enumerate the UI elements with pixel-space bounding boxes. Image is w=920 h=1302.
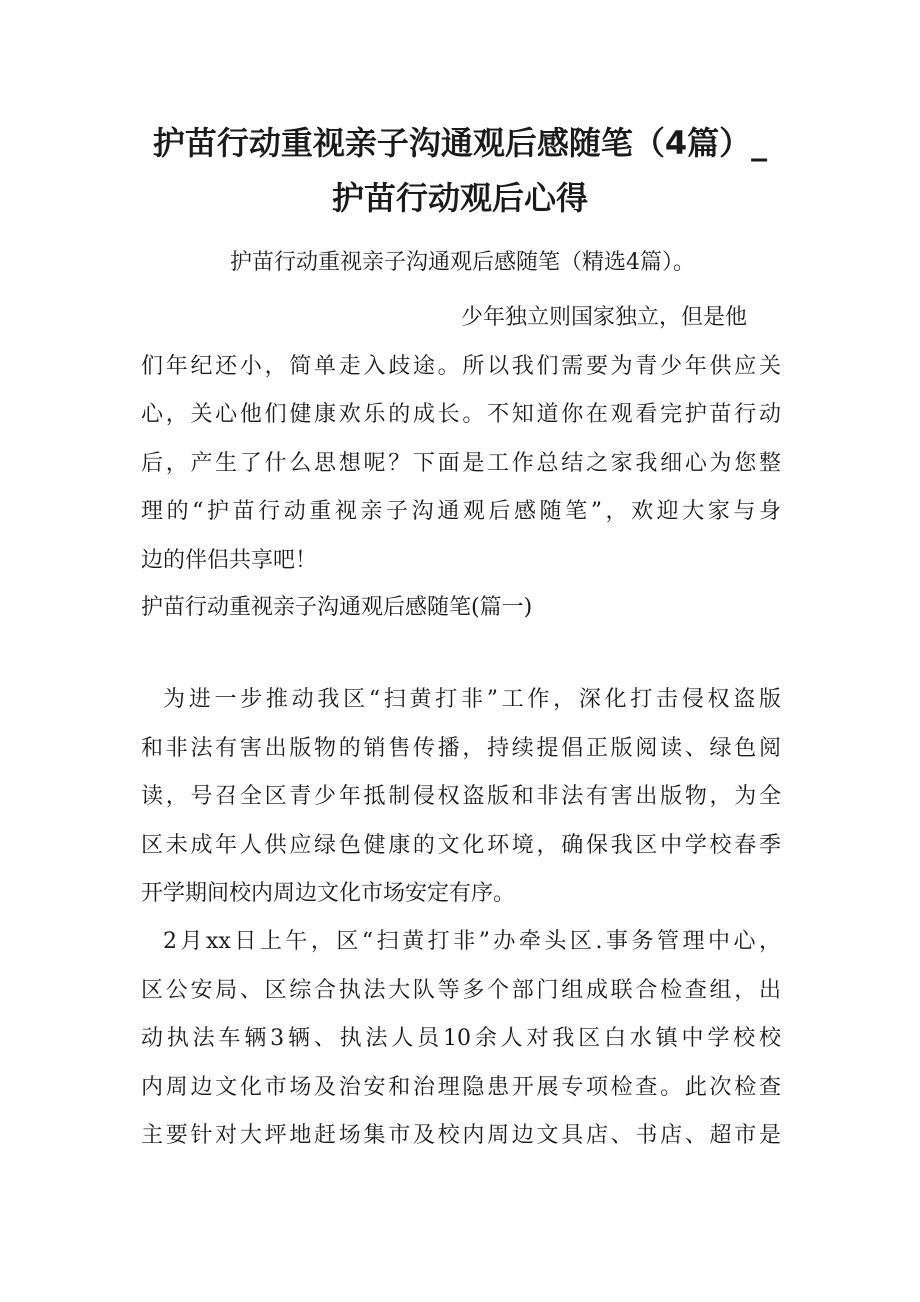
paragraph-1-line: 心，关心他们健康欢乐的成长。不知道你在观看完护苗行动 <box>141 402 781 427</box>
paragraph-3-line: 2月xx日上午，区“扫黄打非”办牵头区.事务管理中心， <box>163 929 781 954</box>
paragraph-2-line: 读，号召全区青少年抵制侵权盗版和非法有害出版物，为全 <box>141 784 781 809</box>
paragraph-3-line: 主要针对大坪地赶场集市及校内周边文具店、书店、超市是 <box>141 1123 781 1148</box>
paragraph-1 <box>141 294 781 585</box>
paragraph-3 <box>141 918 781 1161</box>
intro-text: 护苗行动重视亲子沟通观后感随笔（精选4篇）。 <box>230 250 695 275</box>
paragraph-1-line: 们年纪还小，简单走入歧途。所以我们需要为青少年供应关 <box>141 353 781 379</box>
paragraph-1-line: 少年独立则国家独立，但是他 <box>461 305 748 330</box>
paragraph-2-line: 区未成年人供应绿色健康的文化环境，确保我区中学校春季 <box>141 832 781 858</box>
document-title-line-2: 护苗行动观后心得 <box>331 179 588 217</box>
paragraph-2-line: 和非法有害出版物的销售传播，持续提倡正版阅读、绿色阅 <box>141 735 781 761</box>
paragraph-3-line: 动执法车辆3辆、执法人员10余人对我区白水镇中学校校 <box>141 1026 781 1051</box>
paragraph-1-line: 边的伴侣共享吧！ <box>141 547 318 573</box>
paragraph-3-line: 内周边文化市场及治安和治理隐患开展专项检查。此次检查 <box>141 1074 781 1100</box>
paragraph-2-line: 开学期间校内周边文化市场安定有序。 <box>141 881 516 906</box>
paragraph-2-line: 为进一步推动我区“扫黄打非”工作，深化打击侵权盗版 <box>163 687 781 712</box>
paragraph-1-line: 理的“护苗行动重视亲子沟通观后感随笔”，欢迎大家与身 <box>141 499 781 524</box>
paragraph-2 <box>141 676 781 919</box>
section-heading: 护苗行动重视亲子沟通观后感随笔(篇一) <box>141 595 533 620</box>
paragraph-1-line: 后，产生了什么思想呢？下面是工作总结之家我细心为您整 <box>141 450 781 476</box>
paragraph-3-line: 区公安局、区综合执法大队等多个部门组成联合检查组，出 <box>141 977 781 1003</box>
document-title-line-1: 护苗行动重视亲子沟通观后感随笔（4篇）_ <box>152 124 768 162</box>
